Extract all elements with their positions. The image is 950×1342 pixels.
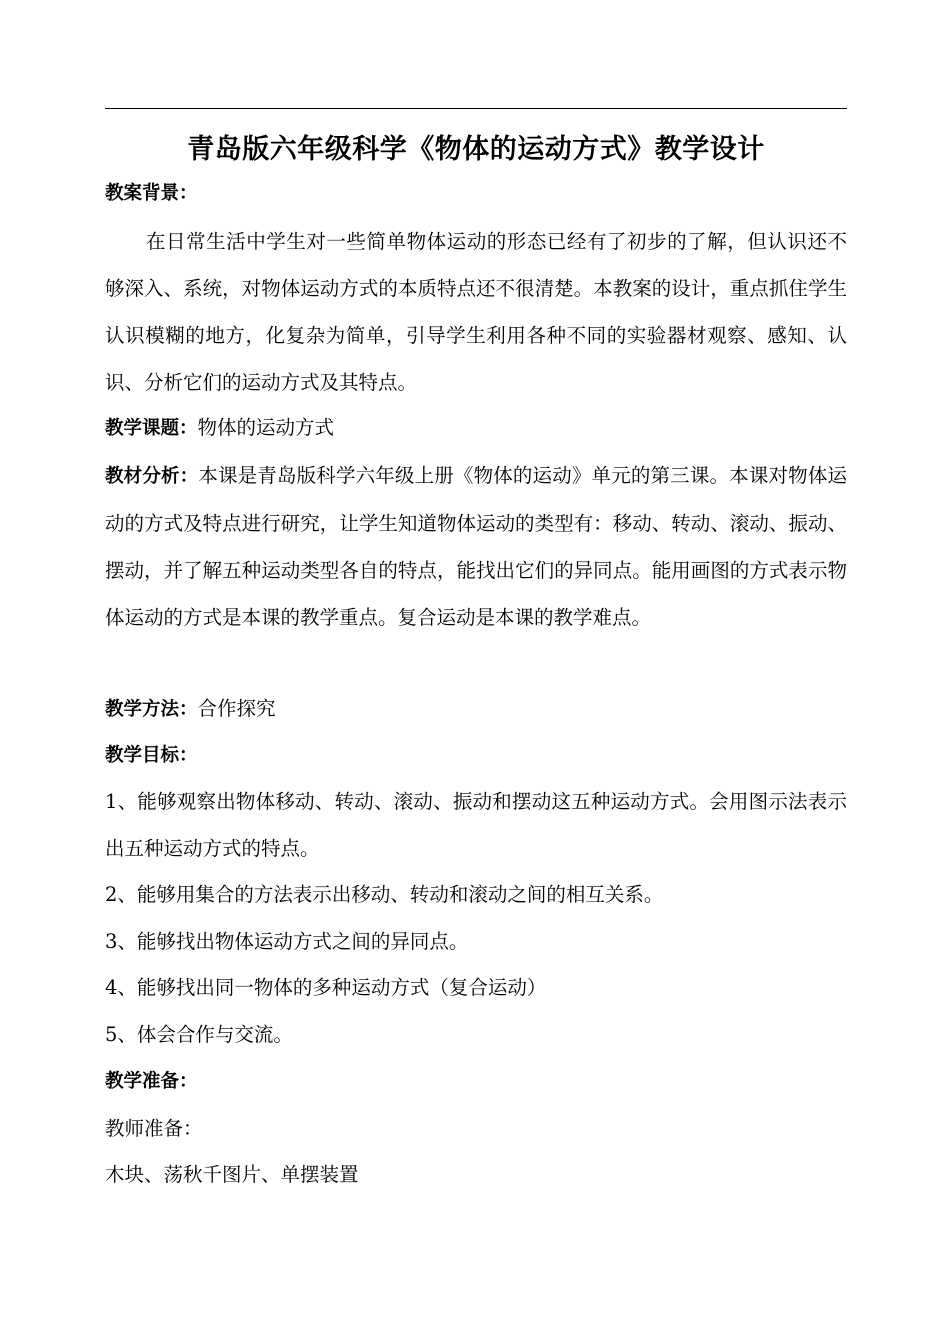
teacher-preparation-label: 教师准备： [105,1117,203,1140]
method-value: 合作探究 [197,697,276,720]
topic-value: 物体的运动方式 [197,416,335,439]
header-rule [105,108,847,109]
analysis-paragraph [105,452,847,641]
method-label: 教学方法： [105,699,198,720]
method-line [105,685,847,733]
analysis-text: 本课是青岛版科学六年级上册《物体的运动》单元的第三课。本课对物体运动的方式及特点进行研究，让学生知道物体运动的类型有：移动、转动、滚动、振动、摆动，并了解五种运动类型各自的特点，能找出它们的异同点。能用画图的方式表示物体运动的方式是本课的教学重点。复合运动是本课的教学难点。 [105,464,847,629]
teacher-preparation-items: 木块、荡秋千图片、单摆装置 [105,1163,359,1186]
goal-item: 5、体会合作与交流。 [105,1023,293,1046]
goal-item: 1、能够观察出物体移动、转动、滚动、振动和摆动这五种运动方式。会用图示法表示出五种运动方式的特点。 [105,790,847,860]
background-paragraph: 在日常生活中学生对一些简单物体运动的形态已经有了初步的了解，但认识还不够深入、系统，对物体运动方式的本质特点还不很清楚。本教案的设计，重点抓住学生认识模糊的地方，化复杂为简单，引导学生利用各种不同的实验器材观察、感知、认识、分析它们的运动方式及其特点。 [105,230,847,394]
analysis-label: 教材分析： [105,466,199,487]
preparation-heading: 教学准备： [105,1071,198,1092]
topic-line [105,404,847,452]
goal-item: 3、能够找出物体运动方式之间的异同点。 [105,930,469,953]
goal-item: 2、能够用集合的方法表示出移动、转动和滚动之间的相互关系。 [105,883,664,906]
goal-item: 4、能够找出同一物体的多种运动方式（复合运动） [105,976,547,999]
topic-label: 教学课题： [105,418,198,439]
document-title: 青岛版六年级科学《物体的运动方式》教学设计 [187,134,765,165]
goals-heading: 教学目标： [105,745,198,766]
background-heading: 教案背景： [105,183,198,204]
